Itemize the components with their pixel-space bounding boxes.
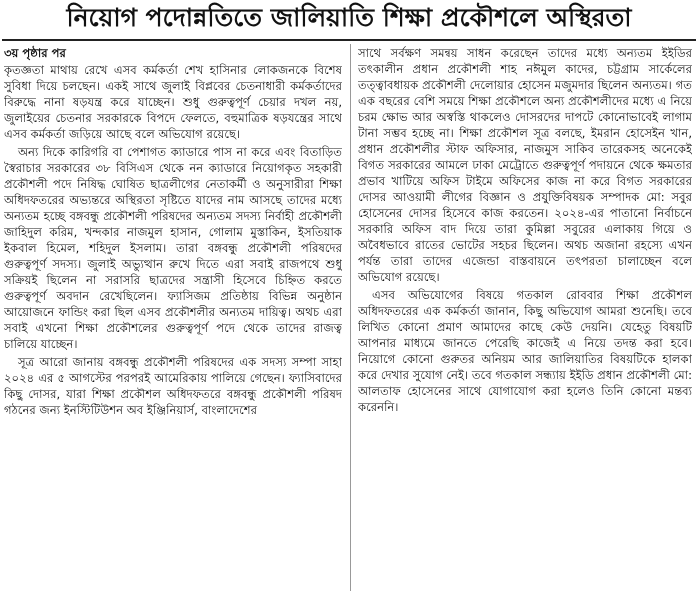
right-column [358,45,692,591]
left-paragraph-1: কৃতজ্ঞতা মাথায় রেখে এসব কর্মকর্তা শেখ হাসিনার লোকজনকে বিশেষ সুবিধা দিয়ে চলছেন। একই সাথে জুলাই বিপ্লবের চেতনাধারী কর্মকর্তাদের বিরুদ্ধে নানা ষড়যন্ত্র করে যাচ্ছেন। শুধু গুরুত্বপূর্ণ চেয়ার দখল নয়, জুলাইয়ের চেতনার সরকারকে বিপদে ফেলতে, বহুমাত্রিক ষড়যন্ত্রের সাথে এসব কর্মকর্তা জড়িয়ে আছে বলে অভিযোগ রয়েছে। [4,63,342,141]
headline: নিয়োগ পদোন্নতিতে জালিয়াতি শিক্ষা প্রকৌশলে অস্থিরতা [66,2,632,32]
right-paragraph-1: সাথে সর্বক্ষণ সমন্বয় সাধন করেছেন তাদের মধ্যে অন্যতম ইইডির তৎকালীন প্রধান প্রকৌশলী শাহ নঈমুল কাদের, চট্টগ্রাম সার্কেলের তত্ত্বাবধায়ক প্রকৌশলী দেলোয়ার হোসেন মজুমদার ছিলেন অন্যতম। গত এক বছরের বেশি সময়ে শিক্ষা প্রকৌশলে অন্য প্রকৌশলীদের মধ্যে এ নিয়ে চরম ক্ষোভ আর অস্বস্তি থাকলেও দোসরদের দাপটে কোনোভাবেই লাগাম টানা সম্ভব হচ্ছে না। শিক্ষা প্রকৌশল সূত্র বলছে, ইমরান হোসেইন খান, প্রধান প্রকৌশলীর স্টাফ অফিসার, নাজমুস সাকিব তারেকসহ অনেকেই বিগত সরকারের আমলে ঢাকা মেট্রোতে গুরুত্বপূর্ণ পদায়নে থেকে ক্ষমতার প্রভাব খাটিয়ে অফিস টাইমে অফিসের কাজ না করে বিগত সরকারের দোসর আওয়ামী লীগের বিজ্ঞান ও প্রযুক্তিবিষয়ক সম্পাদক মো: সবুর হোসেনের দোসর হিসেবে কাজ করতেন। ২০২৪-এর পাতানো নির্বাচনে সরকারি অফিস বাদ দিয়ে তারা কুমিল্লা সবুরের এলাকায় গিয়ে ও অবৈধভাবে রাতের ভোটের সহচর ছিলেন। অথচ অজানা রহস্যে এখন পর্যন্ত তারা তাদের এজেন্ডা বাস্তবায়নে তৎপরতা চালাচ্ছেন বলে অভিযোগ রয়েছে। [358,46,692,284]
left-column [4,45,342,591]
continuation-label: ৩য় পৃষ্ঠার পর [4,46,66,60]
column-divider [350,44,351,591]
left-paragraph-2: অন্য দিকে কারিগরি বা পেশাগত ক্যাডারে পাস না করে এবং বিতাড়িত স্বৈরাচার সরকারের ৩৮ বিসিএস থেকে নন ক্যাডারে নিয়োগকৃত সহকারী প্রকৌশলী পদে নিষিদ্ধ ঘোষিত ছাত্রলীগের নেতাকর্মী ও অনুসারীরা শিক্ষা অধিদফতরের অভ্যন্তরে অস্থিরতা সৃষ্টিতে যাদের নাম আসছে তাদের মধ্যে অন্যতম হচ্ছে বঙ্গবন্ধু প্রকৌশলী পরিষদের অন্যতম সদস্য নির্বাহী প্রকৌশলী জাহিদুল করিম, খন্দকার নাজমুল হাসান, গোলাম মুস্তাকিন, ইসতিয়াক ইকবাল হিমেল, শহিদুল ইসলাম। তারা বঙ্গবন্ধু প্রকৌশলী পরিষদের গুরুত্বপূর্ণ সদস্য। জুলাই অভ্যুত্থান রুখে দিতে এরা সবাই রাজপথে শুধু সক্রিয়ই ছিলেন না সরাসরি ছাত্রদের সন্ত্রাসী হিসেবে চিহ্নিত করতে গুরুত্বপূর্ণ অবদান রেখেছিলেন। ফ্যাসিজম প্রতিষ্ঠায় বিভিন্ন অনুষ্ঠান আয়োজনে ফান্ডিং করা ছিল এসব প্রকৌশলীর অন্যতম দায়িত্ব। অথচ এরা সবাই এখনো শিক্ষা প্রকৌশলের গুরুত্বপূর্ণ পদে থেকে তাদের রাজত্ব চালিয়ে যাচ্ছেন। [4,145,342,351]
left-paragraph-3: সূত্র আরো জানায় বঙ্গবন্ধু প্রকৌশলী পরিষদের এক সদস্য সম্পা সাহা ২০২৪ এর ৫ আগস্টের পরপরই আমেরিকায় পালিয়ে গেছেন। ফ্যাসিবাদের কিছু দোসর, যারা শিক্ষা প্রকৌশল অধিদফতরে বঙ্গবন্ধু প্রকৌশলী পরিষদ গঠনের জন্য ইনস্টিটিউশন অব ইঞ্জিনিয়ার্স, বাংলাদেশের [4,355,342,417]
headline-rule [2,39,696,41]
right-paragraph-2: এসব অভিযোগের বিষয়ে গতকাল রোববার শিক্ষা প্রকৌশল অধিদফতরের এক কর্মকর্তা জানান, কিছু অভিযোগ আমরা শুনেছি। তবে লিখিত কোনো প্রমাণ আমাদের কাছে কেউ দেয়নি। যেহেতু বিষয়টি আপনার মাধ্যমে জানতে পেরেছি কাজেই এ নিয়ে তদন্ত করা হবে। নিয়োগে কোনো গুরুতর অনিয়ম আর জালিয়াতির বিষয়টিকে হালকা করে দেখার সুযোগ নেই। তবে গতকাল সন্ধ্যায় ইইডি প্রধান প্রকৌশলী মো: আলতাফ হোসেনের সাথে যোগাযোগ করা হলেও তিনি কোনো মন্তব্য করেননি। [358,288,692,414]
